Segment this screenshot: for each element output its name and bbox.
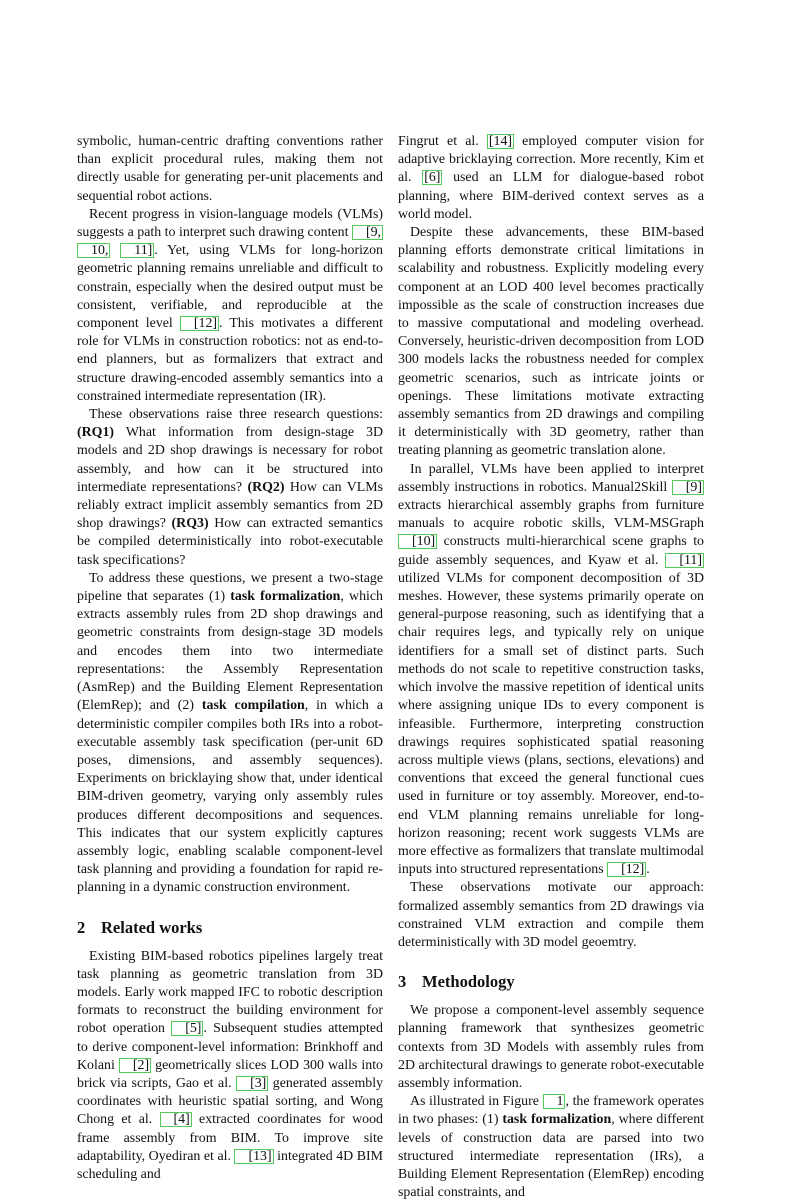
- paragraph: These observations motivate our approach: formalized assembly semantics from 2D drawings via constrained VLM extraction and compile them deterministically with 3D model geoemtry.: [398, 880, 704, 950]
- paragraph: These observations raise three research questions: (RQ1) What information from design-stage 3D models and 2D shop drawings is necessary for robot assembly, and how can it be structured into intermediate representations? (RQ2) How can VLMs reliably extract implicit assembly semantics from 2D shop drawings? (RQ3) How can extracted semantics be compiled deterministically into robot-executable task specifications?: [77, 407, 383, 568]
- citation-link[interactable]: [9]: [672, 480, 704, 495]
- section-heading: 3 Methodology: [398, 972, 515, 992]
- figure-link[interactable]: 1: [543, 1094, 566, 1109]
- citation-link[interactable]: [14]: [488, 134, 513, 149]
- citation-link[interactable]: [6]: [424, 170, 441, 186]
- paragraph: We propose a component-level assembly sequence planning framework that synthesizes geometric contexts from 3D Models with assembly rules from 2D architectural drawings to generate robot-executable assembly information.: [398, 1003, 704, 1091]
- citation-link[interactable]: [12]: [180, 316, 219, 331]
- section-heading: 2 Related works: [77, 917, 203, 937]
- paragraph: As illustrated in Figure 1 , the framework operates in two phases: (1) task formalization, where different levels of construction data are parsed into two structured intermediate representation (IRs), a Building Element Representation (ElemRep) encoding spatial constraints, and: [398, 1094, 705, 1201]
- paragraph: symbolic, human-centric drafting conventions rather than explicit procedural rules, making them not directly usable for generating per-unit placements and sequential robot actions.: [77, 134, 383, 204]
- citation-link[interactable]: [10]: [398, 534, 437, 549]
- citation-link[interactable]: [4]: [160, 1112, 192, 1127]
- paragraph: In parallel, VLMs have been applied to interpret assembly instructions in robotics. Manual2Skill [9] extracts hierarchical assembly graphs from furniture manuals to acquire robotic skills, VLM-MSGraph [10] constructs multi-hierarchical scene graphs to guide assembly sequences, and Kyaw et al. [11] utilized VLMs for component decomposition of 3D meshes. However, these systems primarily operate on general-purpose reasoning, such as identifying that a chair requires legs, and typically rely on unique identifiers for a small set of distinct parts. Such methods do not scale to repetitive construction tasks, which involve the massive repetition of identical units where assigning unique IDs to every component is infeasible. Furthermore, interpreting construction drawings requires sophisticated spatial reasoning across multiple views (plans, sections, elevations) and conventions that exceed the general functional cues used in furniture or toy assembly. Moreover, end-to-end VLM planning remains unreliable for long-horizon reasoning; recent work suggests VLMs are more effective as formalizers that translate multimodal inputs into structured representations [12] .: [398, 461, 704, 878]
- citation-link[interactable]: [12]: [607, 862, 646, 877]
- paragraph: Recent progress in vision-language models (VLMs) suggests a path to interpret such drawing content [9, 10, 11] . Yet, using VLMs for long-horizon geometric planning remains unreliable and difficult to constrain, especially when the desired output must be consistent, verifiable, and reproducible at the component level [12] . This motivates a different role for VLMs in construction robotics: not as end-to-end planners, but as formalizers that extract and structure drawing-encoded assembly semantics into a constrained intermediate representation (IR).: [77, 206, 383, 404]
- citation-link[interactable]: [3]: [236, 1076, 268, 1091]
- citation-link[interactable]: [11]: [665, 553, 704, 568]
- left-column: [77, 133, 383, 1184]
- citation-link[interactable]: [5]: [171, 1021, 203, 1036]
- citation-link[interactable]: [13]: [234, 1149, 273, 1164]
- citation-link[interactable]: 11]: [120, 243, 154, 258]
- citation-link[interactable]: [9,: [352, 225, 383, 240]
- paragraph: To address these questions, we present a two-stage pipeline that separates (1) task formalization, which extracts assembly rules from 2D shop drawings and geometric constraints from design-stage 3D models and encodes them into two intermediate representations: the Assembly Representation (AsmRep) and the Building Element Representation (ElemRep); and (2) task compilation, in which a deterministic compiler compiles both IRs into a robot-executable assembly task specification (per-unit 6D poses, dimensions, and assembly sequences). Experiments on bricklaying show that, under identical BIM-driven geometry, varying only assembly rules produces different decompositions and sequences. This indicates that our system explicitly captures assembly logic, enabling scalable component-level task planning and providing a foundation for rapid re-planning in a dynamic construction environment.: [77, 570, 383, 896]
- paragraph: Fingrut et al. [14] employed computer vision for adaptive bricklaying correction. More recently, Kim et al. [6] used an LLM for dialogue-based robot planning, where BIM-derived context serves as a world model.: [398, 134, 704, 222]
- paragraph: Despite these advancements, these BIM-based planning efforts demonstrate critical limitations in scalability and robustness. Explicitly modeling every component at an LOD 400 level becomes practically impossible as the scale of construction increases due to massive computational and modeling overhead. Conversely, heuristic-driven decomposition from LOD 300 models lacks the robustness needed for complex geometric scenarios, such as intricate joints or openings. These limitations motivate extracting assembly semantics from 2D drawings and compiling it deterministically with 3D geometry, rather than treating planning as geometric translation alone.: [398, 225, 704, 459]
- right-column: [398, 133, 704, 1202]
- citation-link[interactable]: [2]: [119, 1058, 151, 1073]
- citation-link[interactable]: 10,: [77, 243, 110, 258]
- paragraph: Existing BIM-based robotics pipelines largely treat task planning as geometric translation from 3D models. Early work mapped IFC to robotic description formats to reconstruct the building environment for robot operation [5] . Subsequent studies attempted to derive component-level information: Brinkhoff and Kolani [2] geometrically slices LOD 300 walls into brick via scripts, Gao et al. [3] generated assembly coordinates with heuristic spatial sorting, and Wong Chong et al. [4] extracted coordinates for wood frame assembly from BIM. To improve site adaptability, Oyediran et al. [13] integrated 4D BIM scheduling and: [77, 948, 384, 1182]
